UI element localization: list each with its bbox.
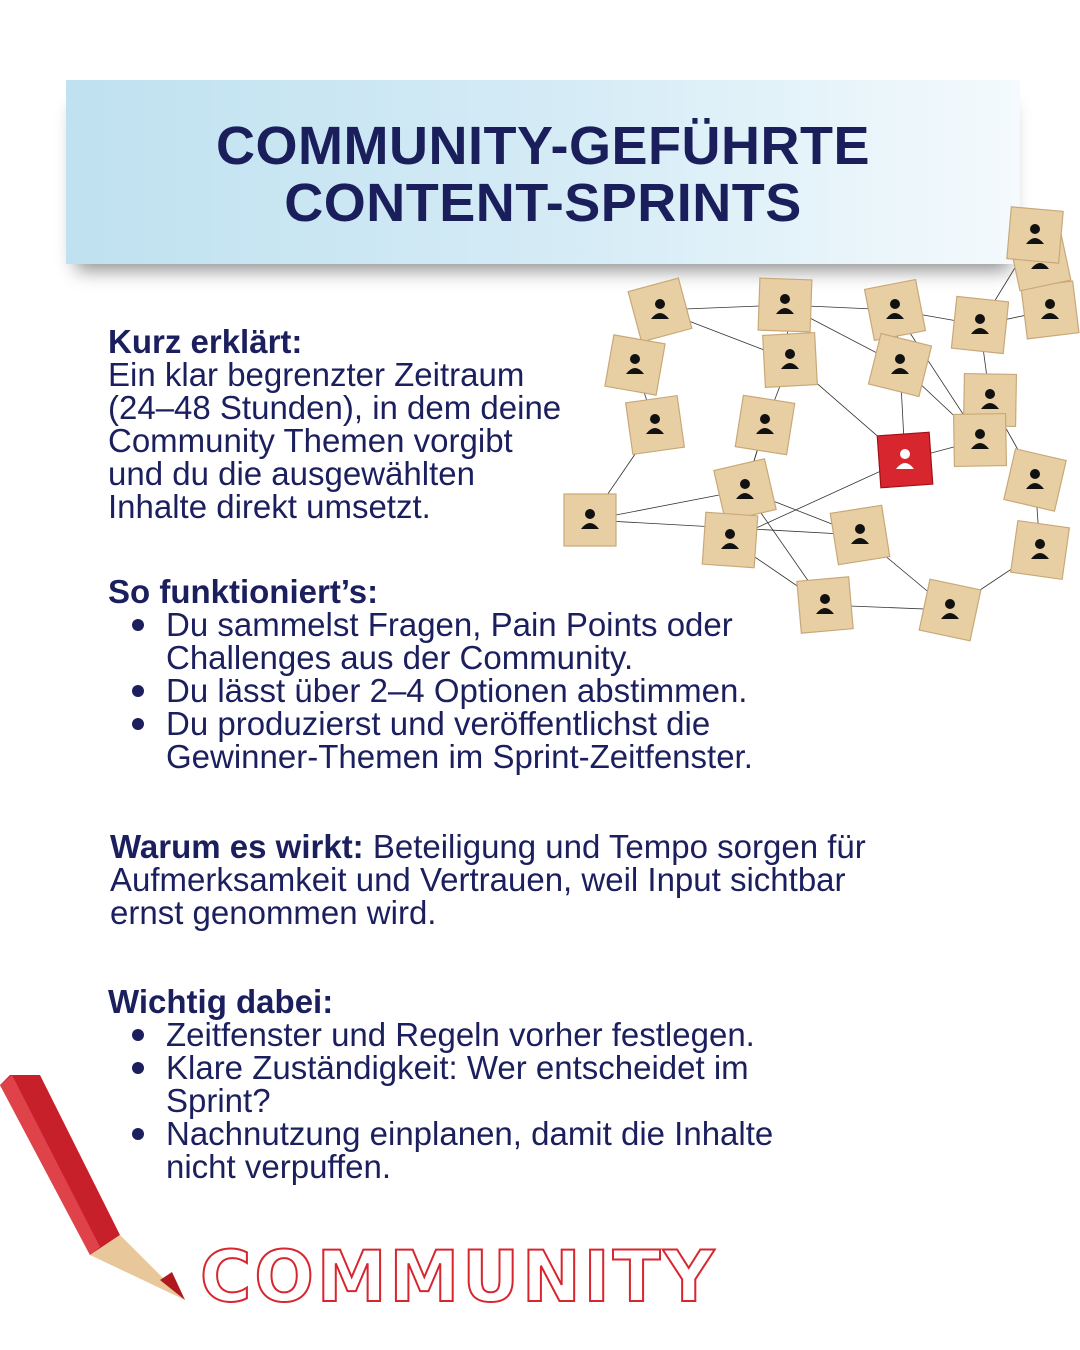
person-cube [702, 512, 758, 568]
person-cube [714, 459, 776, 521]
list-item: Du lässt über 2–4 Optionen abstimmen. [108, 674, 753, 707]
section-kurz-erklaert [108, 325, 561, 523]
person-cube [763, 333, 818, 388]
person-cube [919, 579, 981, 641]
warum-text-rest: Aufmerksamkeit und Vertrauen, weil Input sichtbar ernst genommen wird. [110, 861, 846, 931]
wichtig-heading: Wichtig dabei: [108, 983, 334, 1020]
person-cube [865, 280, 926, 341]
person-cube [951, 296, 1008, 353]
list-item: Klare Zuständigkeit: Wer entscheidet im Sprint? [108, 1051, 773, 1117]
warum-heading: Warum es wirkt: [110, 828, 364, 865]
list-item: Du sammelst Fragen, Pain Points oder Challenges aus der Community. [108, 608, 753, 674]
person-cube [758, 278, 812, 332]
person-cube [1007, 207, 1063, 263]
person-cube [628, 278, 692, 342]
kurz-text: Ein klar begrenzter Zeitraum (24–48 Stunden), in dem deine Community Themen vorgibt und du die ausgewählten Inhalte direkt umsetzt. [108, 356, 562, 525]
person-cube [868, 333, 931, 396]
section-warum [110, 830, 866, 929]
funktioniert-list [108, 608, 753, 773]
warum-paragraph [110, 830, 866, 863]
person-cube [1004, 449, 1066, 511]
person-cube [797, 577, 853, 633]
person-cube [735, 395, 794, 454]
section-so-funktionierts [108, 575, 753, 773]
community-handwritten-word: COMMUNITY [200, 1236, 718, 1318]
person-cube [1021, 281, 1079, 339]
person-cube [830, 505, 889, 564]
person-cube [626, 396, 685, 455]
person-cube [954, 414, 1007, 467]
title-line-2: CONTENT-SPRINTS [284, 173, 802, 233]
kurz-heading: Kurz erklärt: [108, 323, 303, 360]
wichtig-list [108, 1018, 773, 1183]
red-pencil-icon [0, 1075, 200, 1315]
person-cube [564, 494, 616, 546]
list-item: Nachnutzung einplanen, damit die Inhalte nicht verpuffen. [108, 1117, 773, 1183]
list-item: Zeitfenster und Regeln vorher festlegen. [108, 1018, 773, 1051]
highlighted-person-cube [877, 432, 933, 488]
person-cube [1011, 521, 1070, 580]
person-cube [605, 335, 665, 395]
title-line-1: COMMUNITY-GEFÜHRTE [216, 116, 870, 176]
funktioniert-heading: So funktioniert’s: [108, 573, 379, 610]
warum-text-line1: Beteiligung und Tempo sorgen für [363, 828, 866, 865]
section-wichtig [108, 985, 773, 1183]
list-item: Du produzierst und veröffentlichst die Gewinner-Themen im Sprint-Zeitfenster. [108, 707, 753, 773]
